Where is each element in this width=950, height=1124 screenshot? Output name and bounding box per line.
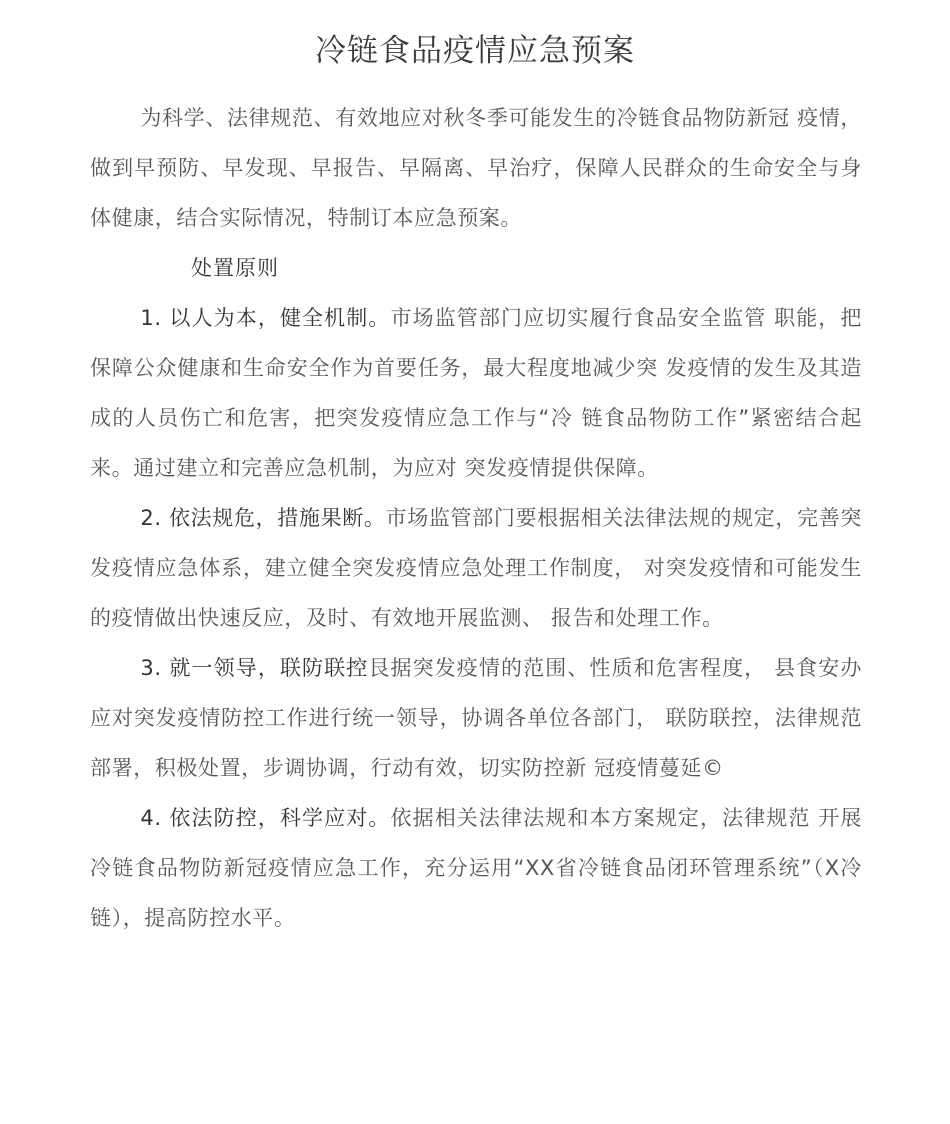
principle-text-2: 市场监管部门要根据相关法律法规的规定，完善突发疫情应急体系，建立健全突发疫情应急处理工作制度， 对突发疫情和可能发生的疫情做出快速反应，及时、有效地开展监测、 报告和处理工作。 — [90, 506, 863, 630]
principle-lead-3: 3. 就一领导，联防联控 — [140, 656, 369, 680]
principle-lead-2: 2. 依法规危，措施果断。 — [140, 506, 386, 530]
principle-paragraph-2 — [90, 493, 862, 643]
principle-paragraph-3 — [90, 643, 862, 793]
principle-text-1: 市场监管部门应切实履行食品安全监管 职能，把保障公众健康和生命安全作为首要任务，最大程度地减少突 发疫情的发生及其造成的人员伤亡和危害，把突发疫情应急工作与“冷 链食品物防工作”紧密结合起来。通过建立和完善应急机制，为应对 突发疫情提供保障。 — [90, 306, 863, 480]
document-body — [90, 93, 862, 943]
principle-paragraph-4 — [90, 793, 862, 943]
principle-text-4: 依据相关法律法规和本方案规定，法律规范 开展冷链食品物防新冠疫情应急工作，充分运用“XX省冷链食品闭环管理系统”（X冷链），提高防控水平。 — [90, 806, 863, 930]
principle-text-3: 艮据突发疫情的范围、性质和危害程度， 县食安办应对突发疫情防控工作进行统一领导，协调各单位各部门， 联防联控，法律规范部署，积极处置，步调协调，行动有效，切实防控新 冠疫情蔓延© — [90, 656, 862, 780]
intro-paragraph: 为科学、法律规范、有效地应对秋冬季可能发生的冷链食品物防新冠 疫情，做到早预防、早发现、早报告、早隔离、早治疗，保障人民群众的生命安全与身体健康，结合实际情况，特制订本应急预案。 — [90, 106, 862, 230]
document-title: 冷链食品疫情应急预案 — [315, 33, 635, 69]
principle-lead-4: 4. 依法防控，科学应对。 — [140, 806, 391, 830]
principle-paragraph-1 — [90, 293, 862, 493]
section-heading: 处置原则 — [191, 256, 279, 280]
principle-lead-1: 1. 以人为本，健全机制。 — [140, 306, 391, 330]
